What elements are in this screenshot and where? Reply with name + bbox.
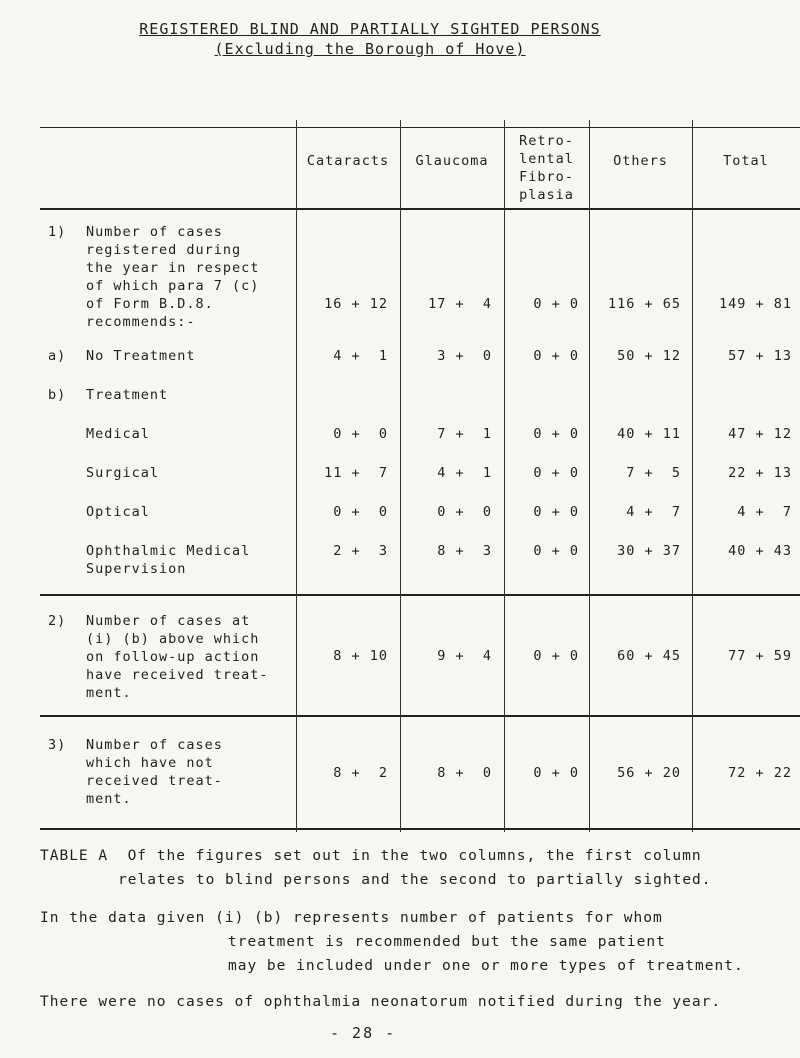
table-rule-section-2	[40, 594, 800, 596]
cell-cataracts: 8 + 10	[333, 648, 388, 664]
table-rule-bottom	[40, 828, 800, 830]
cell-total: 57 + 13	[728, 348, 792, 364]
cell-cataracts: 2 + 3	[333, 543, 388, 559]
note-table-a-line2: relates to blind persons and the second to partially sighted.	[118, 872, 712, 888]
cell-glaucoma: 7 + 1	[437, 426, 492, 442]
cell-others: 40 + 11	[617, 426, 681, 442]
row-index: a)	[48, 348, 67, 364]
page-subtitle: (Excluding the Borough of Hove)	[214, 40, 526, 58]
note-data-line2: treatment is recommended but the same patient	[228, 934, 666, 950]
row-index: b)	[48, 387, 67, 403]
cell-rlf: 0 + 0	[533, 465, 579, 481]
cell-glaucoma: 8 + 3	[437, 543, 492, 559]
row-label: Surgical	[86, 465, 160, 481]
cell-rlf: 0 + 0	[533, 348, 579, 364]
cell-others: 56 + 20	[617, 765, 681, 781]
row-index: 1)	[48, 224, 67, 240]
cell-total: 72 + 22	[728, 765, 792, 781]
cell-total: 149 + 81	[718, 296, 792, 312]
cell-rlf: 0 + 0	[533, 296, 579, 312]
note-neonatorum: There were no cases of ophthalmia neonatorum notified during the year.	[40, 994, 722, 1010]
row-label: No Treatment	[86, 348, 196, 364]
cell-cataracts: 4 + 1	[333, 348, 388, 364]
cell-glaucoma: 8 + 0	[437, 765, 492, 781]
col-header-cataracts: Cataracts	[306, 153, 390, 169]
cell-total: 22 + 13	[728, 465, 792, 481]
cell-others: 50 + 12	[617, 348, 681, 364]
cell-others: 4 + 7	[626, 504, 681, 520]
cell-total: 40 + 43	[728, 543, 792, 559]
row-index: 3)	[48, 737, 67, 753]
table-rule-top	[40, 127, 800, 128]
col-header-glaucoma: Glaucoma	[415, 153, 489, 169]
cell-glaucoma: 4 + 1	[437, 465, 492, 481]
cell-others: 30 + 37	[617, 543, 681, 559]
cell-rlf: 0 + 0	[533, 426, 579, 442]
page-title: REGISTERED BLIND AND PARTIALLY SIGHTED PERSONS	[139, 20, 601, 38]
cell-rlf: 0 + 0	[533, 648, 579, 664]
cell-rlf: 0 + 0	[533, 504, 579, 520]
row-label: Number of cases registered during the year in respect of which para 7 (c) of Form B.D.8. recommends:-	[86, 224, 260, 330]
cell-rlf: 0 + 0	[533, 765, 579, 781]
row-index: 2)	[48, 613, 67, 629]
table-rule-section-3	[40, 715, 800, 717]
page-number: - 28 -	[330, 1024, 397, 1042]
row-label: Ophthalmic Medical Supervision	[86, 543, 251, 577]
row-label: Optical	[86, 504, 150, 520]
cell-cataracts: 11 + 7	[324, 465, 388, 481]
cell-others: 60 + 45	[617, 648, 681, 664]
cell-others: 7 + 5	[626, 465, 681, 481]
row-label: Medical	[86, 426, 150, 442]
row-label: Number of cases at (i) (b) above which on follow-up action have received treat- ment.	[86, 613, 269, 701]
row-label: Number of cases which have not received treat- ment.	[86, 737, 223, 807]
cell-glaucoma: 9 + 4	[437, 648, 492, 664]
table-rule-header	[40, 208, 800, 210]
note-data-line1: In the data given (i) (b) represents number of patients for whom	[40, 910, 663, 926]
col-header-total: Total	[723, 153, 769, 169]
col-header-retrolental-fibroplasia: Retro- lental Fibro- plasia	[519, 133, 574, 203]
cell-glaucoma: 17 + 4	[428, 296, 492, 312]
cell-cataracts: 0 + 0	[333, 504, 388, 520]
cell-total: 77 + 59	[728, 648, 792, 664]
cell-cataracts: 0 + 0	[333, 426, 388, 442]
cell-glaucoma: 0 + 0	[437, 504, 492, 520]
cell-total: 47 + 12	[728, 426, 792, 442]
cell-others: 116 + 65	[607, 296, 681, 312]
cell-total: 4 + 7	[737, 504, 792, 520]
note-data-line3: may be included under one or more types of treatment.	[228, 958, 744, 974]
cell-cataracts: 16 + 12	[324, 296, 388, 312]
cell-glaucoma: 3 + 0	[437, 348, 492, 364]
cell-cataracts: 8 + 2	[333, 765, 388, 781]
row-label: Treatment	[86, 387, 169, 403]
note-table-a-line1: TABLE A Of the figures set out in the two columns, the first column	[40, 848, 702, 864]
col-header-others: Others	[613, 153, 668, 169]
cell-rlf: 0 + 0	[533, 543, 579, 559]
